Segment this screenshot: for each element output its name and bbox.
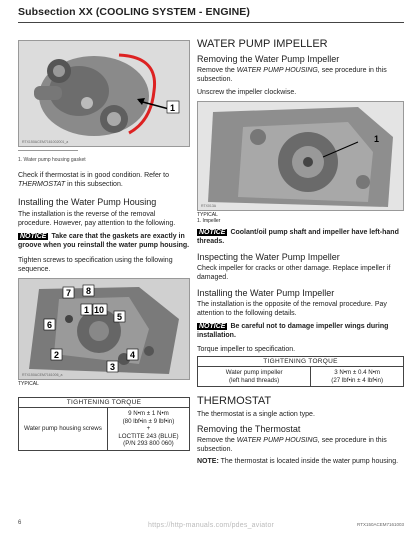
- tightening-sequence-photo: [18, 278, 190, 380]
- svg-text:3: 3: [110, 362, 116, 372]
- remove-thermostat-paragraph: Remove the WATER PUMP HOUSING, see procedure in this subsection.: [197, 437, 387, 453]
- svg-text:1: 1: [170, 103, 176, 113]
- thermostat-link[interactable]: THERMOSTAT: [18, 181, 66, 188]
- watermark-url: https://http-manuals.com/pdes_aviator: [148, 522, 275, 529]
- torque-table-header: TIGHTENING TORQUE: [19, 398, 190, 408]
- water-pump-housing-link[interactable]: WATER PUMP HOUSING,: [236, 437, 320, 444]
- svg-text:2: 2: [54, 350, 60, 360]
- document-code: RTX150ACEM7161003: [357, 522, 404, 527]
- heading-thermostat: THERMOSTAT: [197, 395, 272, 407]
- svg-text:1: 1: [84, 305, 90, 315]
- housing-photo-illustration: [19, 41, 190, 146]
- header-divider: [18, 22, 404, 23]
- photo-caption: 1. Water pump housing gasket: [18, 157, 86, 163]
- notice-badge: NOTICE: [199, 229, 226, 236]
- photo-code: RTX150ACEM7161006_a: [22, 373, 63, 377]
- torque-table-header: TIGHTENING TORQUE: [198, 357, 404, 367]
- svg-text:7: 7: [66, 288, 72, 298]
- unscrew-paragraph: Unscrew the impeller clockwise.: [197, 89, 297, 96]
- page-footer: [18, 520, 404, 529]
- photo-code: RTX150ACEM7161002001_a: [22, 140, 69, 144]
- photo-caption-typical: TYPICAL: [197, 212, 218, 218]
- thermostat-type-paragraph: The thermostat is a single action type.: [197, 411, 315, 418]
- svg-text:1: 1: [374, 134, 380, 144]
- notice-left-hand-threads: NOTICE Coolant/oil pump shaft and impeller have left-hand threads.: [197, 229, 399, 245]
- torque-value: 3 N•m ± 0.4 N•m (27 lbf•in ± 4 lbf•in): [311, 367, 404, 387]
- svg-text:6: 6: [47, 320, 53, 330]
- torque-value: 9 N•m ± 1 N•m (80 lbf•in ± 9 lbf•in) + LOCTITE 243 (BLUE) (P/N 293 800 060): [107, 408, 189, 451]
- svg-text:4: 4: [130, 350, 136, 360]
- photo-code: RTX013A: [201, 204, 217, 208]
- heading-install-housing: Installing the Water Pump Housing: [18, 197, 157, 207]
- impeller-photo-illustration: [198, 102, 404, 210]
- heading-remove-thermostat: Removing the Thermostat: [197, 424, 301, 434]
- sequence-photo-illustration: [19, 279, 190, 379]
- right-column: [197, 40, 404, 466]
- notice-badge: NOTICE: [199, 323, 226, 330]
- torque-label: Water pump impeller (left hand threads): [198, 367, 311, 387]
- notice-gasket: NOTICE Take care that the gaskets are exactly in groove when you reinstall the water pump housing.: [18, 233, 190, 249]
- page-number: 6: [18, 520, 22, 526]
- install-housing-paragraph: The installation is the reverse of the removal procedure. However, pay attention to the following.: [18, 211, 176, 227]
- housing-torque-table: [18, 397, 190, 451]
- caption-divider: [18, 150, 78, 151]
- water-pump-housing-link[interactable]: WATER PUMP HOUSING,: [236, 67, 320, 74]
- thermostat-check-paragraph: Check if thermostat is in good condition. Refer to THERMOSTAT in this subsection.: [18, 172, 169, 188]
- notice-badge: NOTICE: [20, 233, 47, 240]
- impeller-torque-table: [197, 356, 404, 387]
- notice-impeller-wings: NOTICE Be careful not to damage impeller wings during installation.: [197, 323, 389, 339]
- photo-caption-typical: TYPICAL: [18, 381, 39, 387]
- thermostat-note: NOTE: The thermostat is located inside the water pump housing.: [197, 458, 399, 465]
- svg-text:10: 10: [94, 305, 105, 315]
- tighten-sequence-paragraph: Tighten screws to specification using the following sequence.: [18, 257, 173, 273]
- page-header-title: Subsection XX (COOLING SYSTEM - ENGINE): [18, 6, 251, 18]
- svg-text:8: 8: [86, 286, 92, 296]
- heading-water-pump-impeller: WATER PUMP IMPELLER: [197, 38, 328, 50]
- heading-install-impeller: Installing the Water Pump Impeller: [197, 288, 335, 298]
- install-impeller-paragraph: The installation is the opposite of the removal procedure. Pay attention to the following details.: [197, 301, 387, 317]
- photo-caption-impeller: 1. Impeller: [197, 218, 221, 224]
- left-column: [18, 40, 190, 451]
- heading-remove-impeller: Removing the Water Pump Impeller: [197, 54, 340, 64]
- torque-impeller-paragraph: Torque impeller to specification.: [197, 346, 296, 353]
- remove-impeller-paragraph: Remove the WATER PUMP HOUSING, see procedure in this subsection.: [197, 67, 387, 83]
- water-pump-housing-photo: [18, 40, 190, 147]
- inspect-impeller-paragraph: Check impeller for cracks or other damage. Replace impeller if damaged.: [197, 265, 391, 281]
- svg-text:5: 5: [117, 312, 123, 322]
- impeller-photo: [197, 101, 404, 211]
- torque-label: Water pump housing screws: [19, 408, 108, 451]
- heading-inspect-impeller: Inspecting the Water Pump Impeller: [197, 252, 340, 262]
